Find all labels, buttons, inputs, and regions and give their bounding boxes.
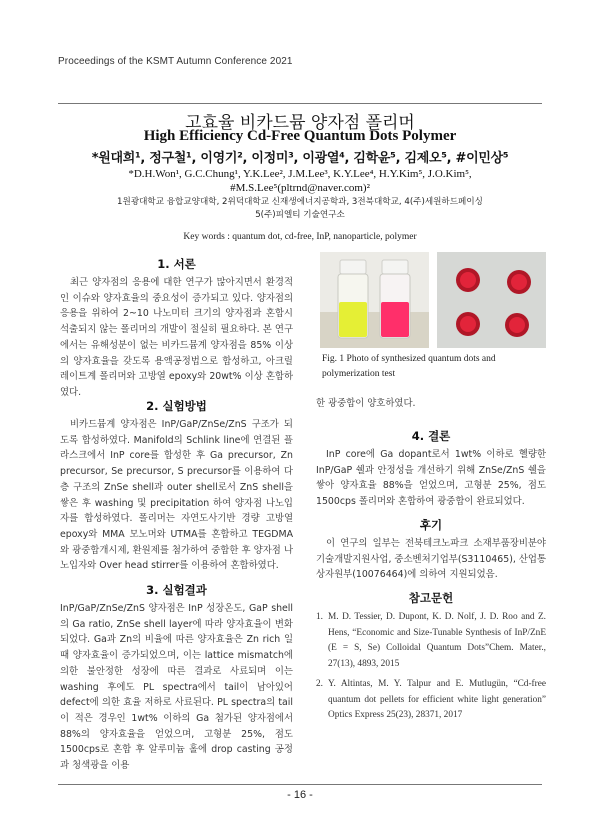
reference-number: 1. — [316, 612, 323, 622]
reference-text: Y. Altintas, M. Y. Talpur and E. Mutlugün, “Cd-free quantum dot pellets for efficient white light generation” Optics Express 25(23), 28371, 2017 — [328, 678, 546, 721]
reference-number: 2. — [316, 678, 323, 689]
section-title: 3. 실험결과 — [146, 583, 207, 597]
section-title: 4. 결론 — [411, 429, 451, 443]
keywords: Key words : quantum dot, cd-free, InP, nanoparticle, polymer — [183, 232, 417, 242]
section-title: 1. 서론 — [157, 257, 196, 271]
reference-item — [316, 610, 546, 673]
title-korean: 고효율 비카드뮴 양자점 폴리머 — [185, 113, 415, 133]
section-title: 2. 실험방법 — [146, 399, 207, 413]
section-body: 최근 양자점의 응용에 대한 연구가 많아지면서 환경적인 이슈와 양자효율의 중요성이 증가되고 있다. 양자점의 응용을 위하여 2~10 나노미터 크기의 양자점과 혼합시 석출되지 않는 폴리머의 개발이 절실히 필요하다. 본 연구에서는 유해성분이 없는 비카드뮴계 양자점을 85% 이상의 양자효율을 갖도록 용액공정법으로 합성하고, 아크릴레이트계 폴리머와 고방열 epoxy와 20wt% 이상 혼합하였다. — [60, 277, 293, 398]
authors-korean: *원대희¹, 정구철¹, 이영기², 이정미³, 이광열⁴, 김학윤⁵, 김제오⁵, #이민상⁵ — [91, 151, 509, 166]
title-english: High Efficiency Cd-Free Quantum Dots Polymer — [143, 128, 457, 144]
results-continued: 한 광중합이 양호하였다. — [316, 398, 416, 409]
affiliation-line: 1원광대학교 융합교양대학, 2위덕대학교 신재생에너지공학과, 3전북대학교, 4(주)세원하드페이싱 — [117, 197, 483, 207]
section-intro — [60, 256, 293, 401]
figure-photo-polymer-wells — [437, 252, 546, 348]
corresponding-email: #M.S.Lee⁵(pltrnd@naver.com)² — [230, 182, 370, 194]
section-body: 비카드뮴계 양자점은 InP/GaP/ZnSe/ZnS 구조가 되도록 합성하였다. Manifold의 Schlink line에 연결된 플라스크에서 InP core를 합성한 후 Ga precursor, Zn precursor, Se precursor, S precursor를 이용하여 다층 구조의 ZnSe shell과 outer shell로서 ZnS shell을 쌓은 후 washing 및 precipitation 하여 양자점 나노입자를 합성하였다. 폴리머는 자연도사기반 경량 고방열 epoxy와 MMA 모노머와 UTMA를 혼합하고 TEGDMA와 광중합개시제, 환원제를 첨가하여 중합한 후 양자점 나노입자와 Over head stirrer를 이용하여 혼합하였다. — [60, 419, 293, 572]
reference-item — [316, 677, 546, 724]
affiliations — [0, 196, 600, 222]
section-acknowledgement — [316, 517, 546, 583]
section-title: 참고문헌 — [408, 591, 454, 605]
footer-divider — [58, 784, 542, 785]
section-body: InP core에 Ga dopant로서 1wt% 이하로 혤량한 InP/GaP 쉘과 안정성을 개선하기 위해 ZnSe/ZnS 쉘을 쌓아 양자효율 88%을 얻었으며, 고형분 25%, 점도 1500cps 폴리머와 혼합하여 광중합이 완료되었다. — [316, 449, 546, 508]
section-title: 후기 — [419, 518, 443, 532]
running-header: Proceedings of the KSMT Autumn Conference 2021 — [58, 56, 293, 67]
figure-caption: Fig. 1 Photo of synthesized quantum dots and polymerization test — [322, 354, 496, 379]
affiliation-line: 5(주)피엘티 기술연구소 — [255, 210, 345, 220]
header-divider — [58, 103, 542, 104]
section-results — [60, 582, 293, 774]
section-body: InP/GaP/ZnSe/ZnS 양자점은 InP 성장온도, GaP shell의 Ga ratio, ZnSe shell layer에 따라 양자효율이 변화되었다. Ga과 Zn의 비율에 따른 양자효율은 Zn rich 일 때 양자효율이 증가되었으며, 이는 lattice mismatch에 의한 불안정한 성장에 따른 결과로 사료되며 이는 washing 후에도 PL spectra에서 tail이 남아있어 defect에 의한 효율 저하로 사료된다. PL spectra의 tail이 적은 경우인 1wt% 이하의 Ga 첨가된 양자점에서 88%의 양자효율을 얻었으며, 고형분 25%, 점도 1500cps로 혼합 후 알루미늄 홀에 drop casting 공정과 청색광을 이용 — [60, 603, 293, 772]
section-references — [316, 590, 546, 724]
section-body: 이 연구의 일부는 전북테크노파크 소재부품장비분야기술개발지원사업, 중소벤처기업부(S3110465), 산업통상자원부(10076464)에 의하여 지원되었음. — [316, 538, 546, 581]
section-conclusion — [316, 428, 546, 510]
section-method — [60, 398, 293, 574]
reference-text: M. D. Tessier, D. Dupont, K. D. Nolf, J. D. Roo and Z. Hens, “Economic and Size-Tunable Synthesis of InP/ZnE (E = S, Se) Colloidal Quantum Dots”Chem. Mater., 27(13), 4893, 2015 — [328, 612, 546, 670]
authors-english: *D.H.Won¹, G.C.Chung¹, Y.K.Lee², J.M.Lee³, K.Y.Lee⁴, H.Y.Kim⁵, J.O.Kim⁵, — [128, 168, 472, 180]
page-number: - 16 - — [287, 789, 313, 801]
figure-photo-vials — [320, 252, 429, 348]
